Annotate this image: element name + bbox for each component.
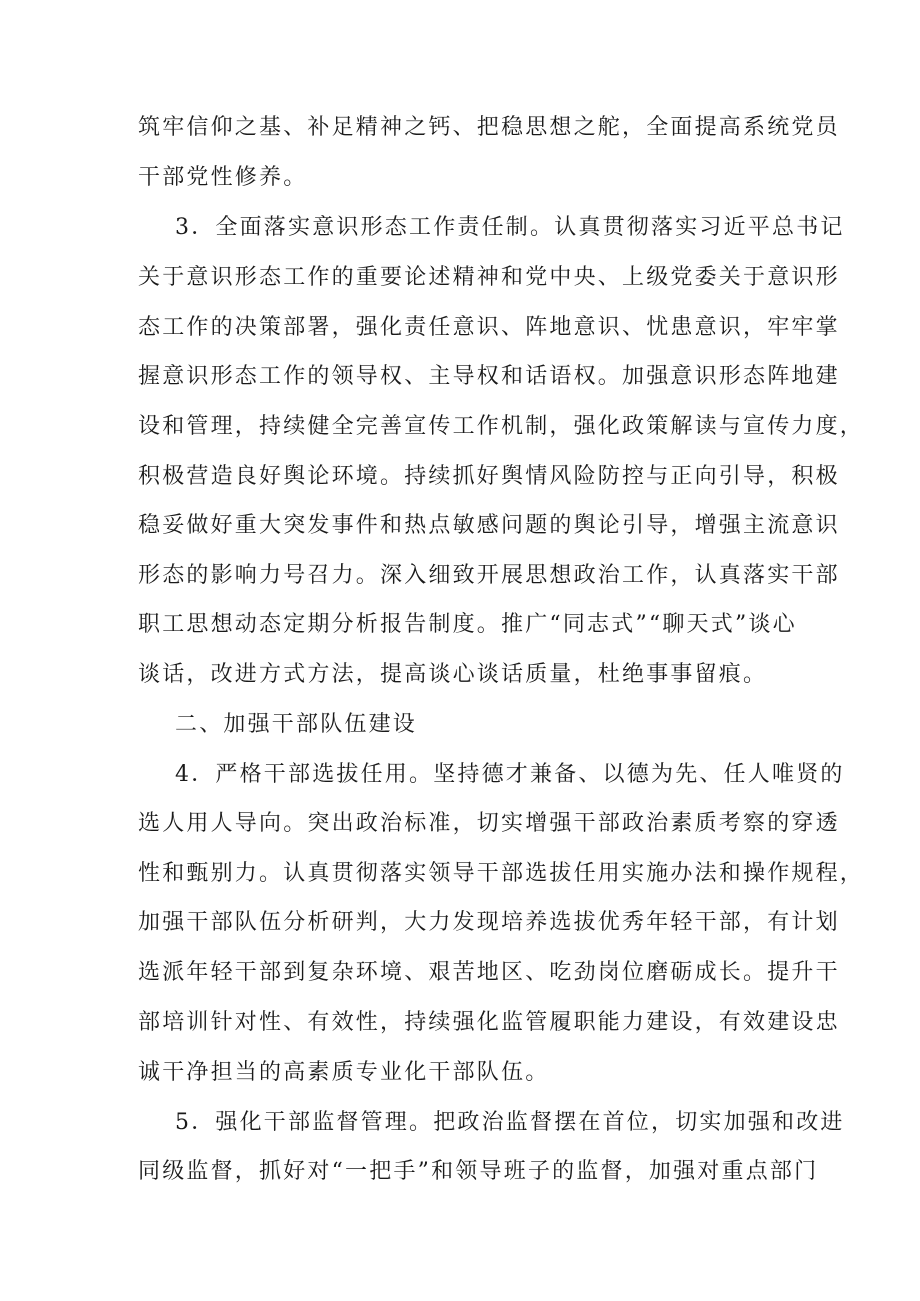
paragraph-4-first-line: 4．严格干部选拔任用。坚持德才兼备、以德为先、任人唯贤的 <box>175 762 845 787</box>
text-line: 关于意识形态工作的重要论述精神和党中央、上级党委关于意识形 <box>138 265 840 290</box>
text-line: 诚干净担当的高素质专业化干部队伍。 <box>138 1060 550 1085</box>
text-line: 同级监督，抓好对“一把手”和领导班子的监督，加强对重点部门 <box>138 1159 819 1184</box>
text-line: 谈话，改进方式方法，提高谈心谈话质量，杜绝事事留痕。 <box>138 662 768 687</box>
text-line: 设和管理，持续健全完善宣传工作机制，强化政策解读与宣传力度， <box>138 414 865 439</box>
paragraph-3-first-line: 3．全面落实意识形态工作责任制。认真贯彻落实习近平总书记 <box>175 215 845 240</box>
text-line: 形态的影响力号召力。深入细致开展思想政治工作，认真落实干部 <box>138 563 840 588</box>
paragraph-5-first-line: 5．强化干部监督管理。把政治监督摆在首位，切实加强和改进 <box>175 1110 845 1135</box>
text-line: 态工作的决策部署，强化责任意识、阵地意识、忧患意识，牢牢掌 <box>138 315 840 340</box>
text-line: 部培训针对性、有效性，持续强化监管履职能力建设，有效建设忠 <box>138 1010 840 1035</box>
text-line: 职工思想动态定期分析报告制度。推广“同志式”“聊天式”谈心 <box>138 612 797 637</box>
text-line: 积极营造良好舆论环境。持续抓好舆情风险防控与正向引导，积极 <box>138 464 840 489</box>
text-line: 选派年轻干部到复杂环境、艰苦地区、吃劲岗位磨砺成长。提升干 <box>138 960 840 985</box>
text-line: 干部党性修养。 <box>138 165 308 190</box>
text-line: 加强干部队伍分析研判，大力发现培养选拔优秀年轻干部，有计划 <box>138 910 840 935</box>
text-line: 稳妥做好重大突发事件和热点敏感问题的舆论引导，增强主流意识 <box>138 513 840 538</box>
text-line: 筑牢信仰之基、补足精神之钙、把稳思想之舵，全面提高系统党员 <box>138 115 840 140</box>
section-heading: 二、加强干部队伍建设 <box>175 712 418 737</box>
text-line: 选人用人导向。突出政治标准，切实增强干部政治素质考察的穿透 <box>138 811 840 836</box>
text-line: 性和甄别力。认真贯彻落实领导干部选拔任用实施办法和操作规程， <box>138 861 865 886</box>
text-line: 握意识形态工作的领导权、主导权和话语权。加强意识形态阵地建 <box>138 364 840 389</box>
